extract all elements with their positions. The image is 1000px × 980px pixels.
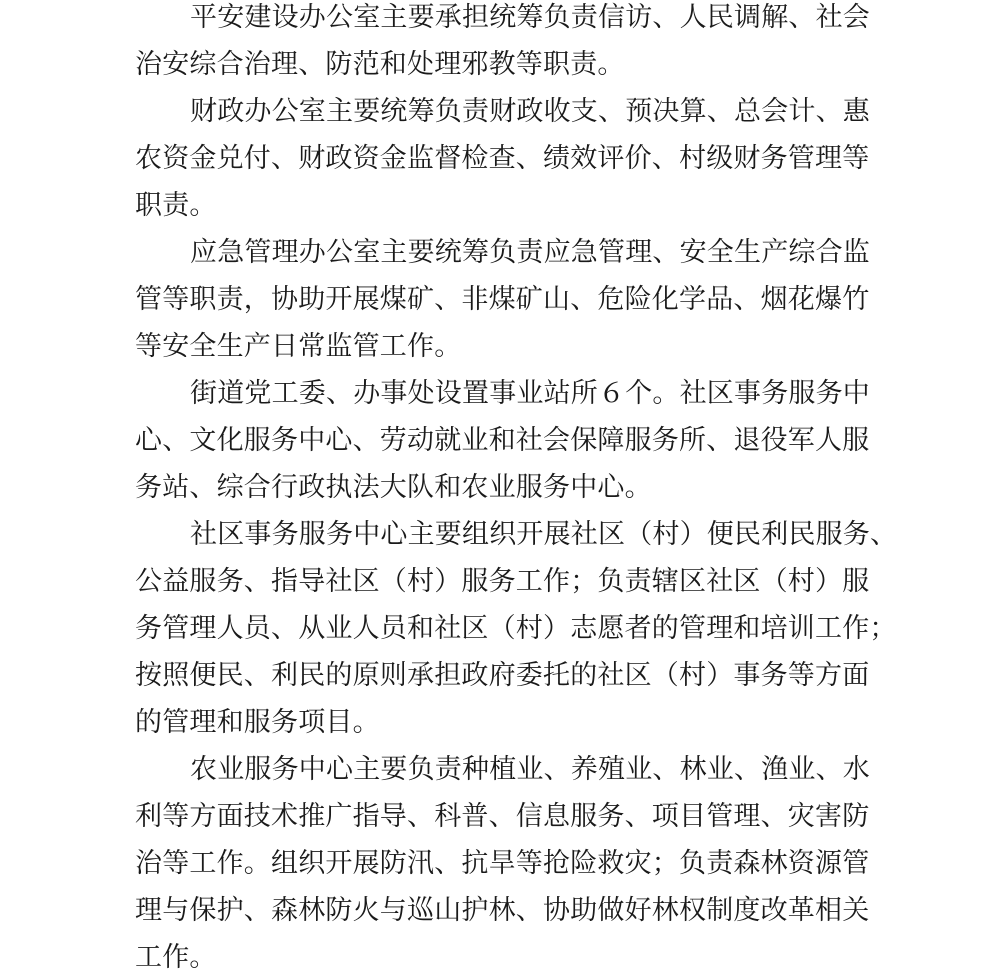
- paragraph-1-line-1: 平安建设办公室主要承担统筹负责信访、人民调解、社会: [190, 2, 870, 33]
- paragraph-2-line-2: 农资金兑付、财政资金监督检查、绩效评价、村级财务管理等: [135, 143, 870, 174]
- paragraph-4-line-1: 街道党工委、办事处设置事业站所６个。社区事务服务中: [190, 378, 870, 409]
- paragraph-3-line-2: 管等职责，协助开展煤矿、非煤矿山、危险化学品、烟花爆竹: [135, 284, 870, 315]
- paragraph-5-line-1: 社区事务服务中心主要组织开展社区（村）便民利民服务、: [190, 519, 898, 550]
- paragraph-6-line-5: 工作。: [135, 942, 217, 973]
- paragraph-6-line-3: 治等工作。组织开展防汛、抗旱等抢险救灾；负责森林资源管: [135, 848, 870, 879]
- paragraph-4-line-3: 务站、综合行政执法大队和农业服务中心。: [135, 472, 652, 503]
- paragraph-5-line-5: 的管理和服务项目。: [135, 707, 380, 738]
- paragraph-6-line-2: 利等方面技术推广指导、科普、信息服务、项目管理、灾害防: [135, 801, 870, 832]
- paragraph-5-line-2: 公益服务、指导社区（村）服务工作；负责辖区社区（村）服: [135, 566, 870, 597]
- paragraph-5-line-3: 务管理人员、从业人员和社区（村）志愿者的管理和培训工作；: [135, 613, 897, 644]
- paragraph-2-line-3: 职责。: [135, 190, 217, 221]
- paragraph-3-line-3: 等安全生产日常监管工作。: [135, 331, 462, 362]
- paragraph-6-line-1: 农业服务中心主要负责种植业、养殖业、林业、渔业、水: [190, 754, 870, 785]
- paragraph-1-line-2: 治安综合治理、防范和处理邪教等职责。: [135, 49, 625, 80]
- paragraph-2-line-1: 财政办公室主要统筹负责财政收支、预决算、总会计、惠: [190, 96, 870, 127]
- paragraph-5-line-4: 按照便民、利民的原则承担政府委托的社区（村）事务等方面: [135, 660, 870, 691]
- paragraph-6-line-4: 理与保护、森林防火与巡山护林、协助做好林权制度改革相关: [135, 895, 870, 926]
- paragraph-4-line-2: 心、文化服务中心、劳动就业和社会保障服务所、退役军人服: [135, 425, 870, 456]
- paragraph-3-line-1: 应急管理办公室主要统筹负责应急管理、安全生产综合监: [190, 237, 870, 268]
